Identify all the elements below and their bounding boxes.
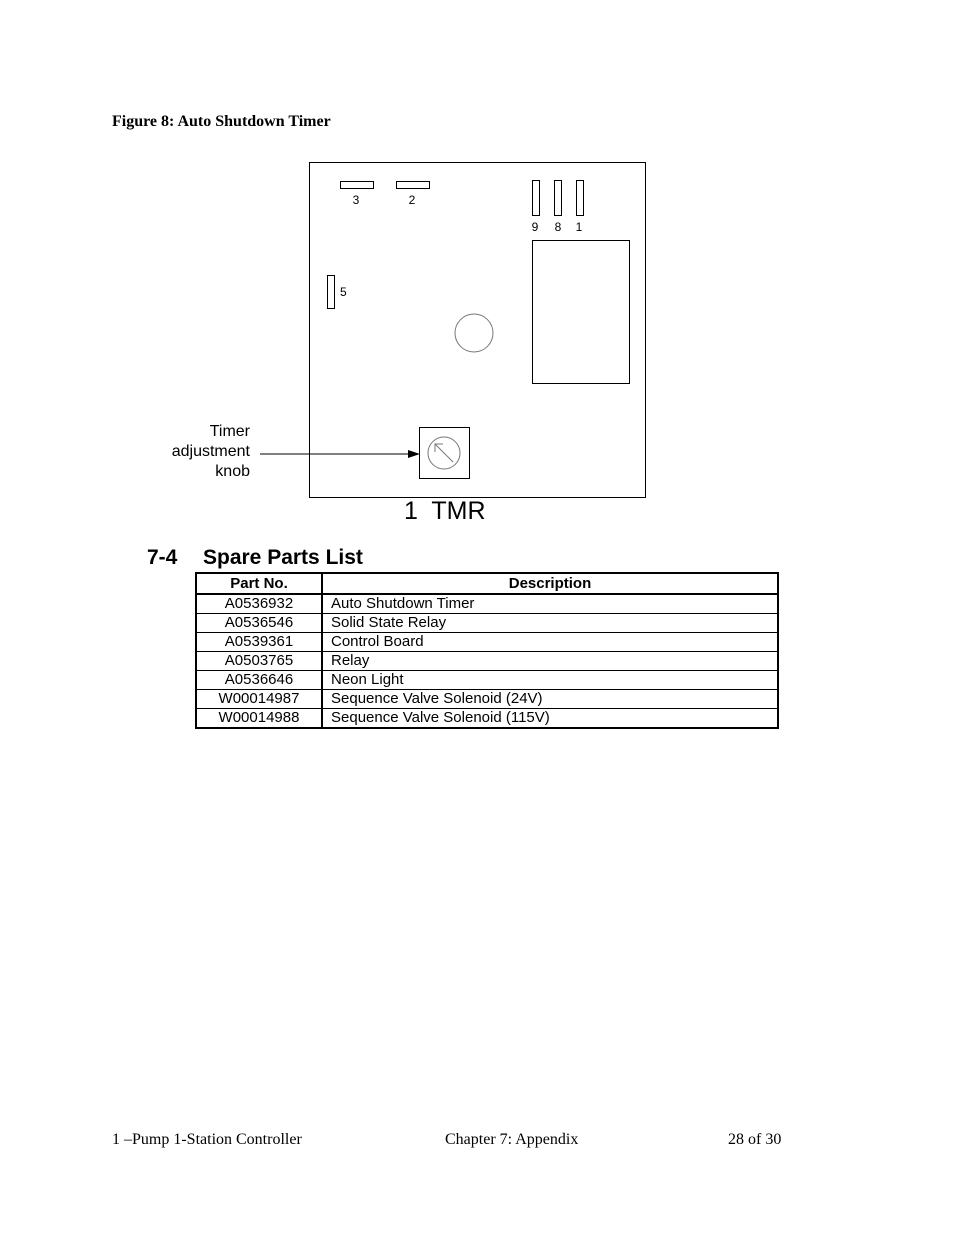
callout-line: adjustment (171, 443, 250, 460)
terminal-label-5: 5 (340, 285, 347, 299)
terminal-label-1: 1 (575, 220, 583, 234)
table-row (196, 652, 778, 671)
terminal-label-8: 8 (554, 220, 562, 234)
section-title: Spare Parts List (203, 546, 363, 569)
part-number: A0539361 (196, 633, 322, 652)
table-header-row (196, 573, 778, 594)
callout-text (150, 422, 250, 482)
terminal-5 (328, 276, 335, 309)
part-number: A0503765 (196, 652, 322, 671)
callout-line: knob (215, 463, 250, 480)
part-number: A0536646 (196, 671, 322, 690)
column-header-description: Description (322, 573, 778, 594)
footer-chapter: Chapter 7: Appendix (445, 1131, 579, 1148)
terminal-9 (533, 181, 540, 216)
terminal-label-9: 9 (531, 220, 539, 234)
board-label: 1 TMR (404, 497, 486, 525)
callout-line: Timer (209, 423, 250, 440)
table-row (196, 690, 778, 709)
terminal-3 (341, 182, 374, 189)
part-description: Neon Light (322, 671, 778, 690)
part-description: Solid State Relay (322, 614, 778, 633)
terminal-1 (577, 181, 584, 216)
terminal-label-3: 3 (352, 193, 360, 207)
section-heading (147, 546, 363, 570)
figure-caption: Figure 8: Auto Shutdown Timer (112, 113, 331, 130)
table-row (196, 709, 778, 729)
column-header-part-no: Part No. (196, 573, 322, 594)
part-description: Sequence Valve Solenoid (115V) (322, 709, 778, 729)
neon-light-icon (455, 314, 493, 352)
part-description: Control Board (322, 633, 778, 652)
section-number: 7-4 (147, 546, 178, 569)
part-description: Relay (322, 652, 778, 671)
footer-document-title: 1 –Pump 1-Station Controller (112, 1131, 302, 1148)
terminal-8 (555, 181, 562, 216)
part-number: W00014988 (196, 709, 322, 729)
part-number: A0536546 (196, 614, 322, 633)
footer-page-number: 28 of 30 (728, 1131, 782, 1148)
terminal-label-2: 2 (408, 193, 416, 207)
terminal-2 (397, 182, 430, 189)
part-description: Auto Shutdown Timer (322, 594, 778, 614)
spare-parts-table (195, 572, 779, 729)
part-description: Sequence Valve Solenoid (24V) (322, 690, 778, 709)
table-row (196, 633, 778, 652)
relay-block (533, 241, 630, 384)
part-number: W00014987 (196, 690, 322, 709)
board-outline (310, 163, 646, 498)
timer-board-diagram (0, 0, 954, 540)
table-row (196, 594, 778, 614)
table-row (196, 614, 778, 633)
part-number: A0536932 (196, 594, 322, 614)
table-row (196, 671, 778, 690)
